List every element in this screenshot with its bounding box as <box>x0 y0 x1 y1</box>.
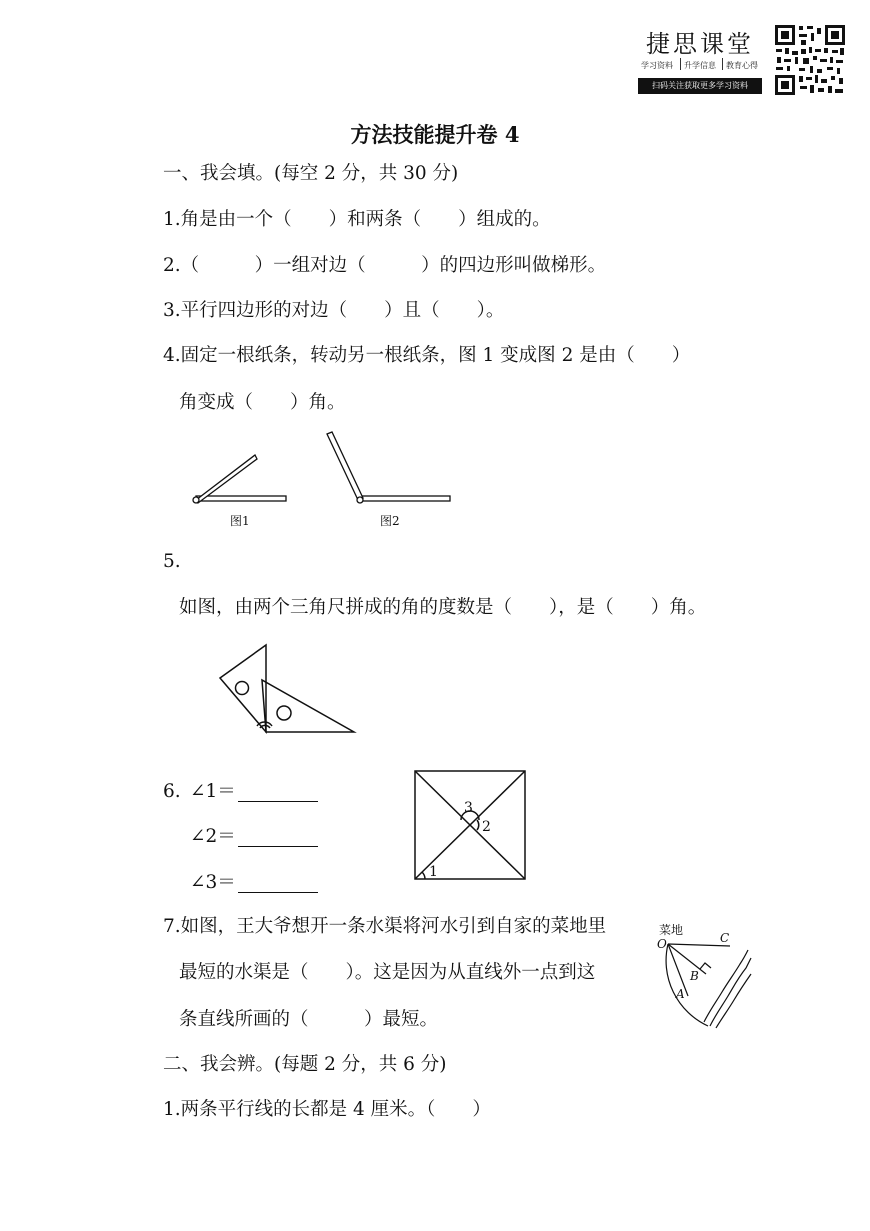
page-title: 方法技能提升卷 4 <box>350 122 520 147</box>
angle-1-label: ∠1＝ <box>190 781 236 802</box>
question-5-text: 如图，由两个三角尺拼成的角的度数是（ ），是（ ）角。 <box>179 597 707 618</box>
section-heading-fill-in: 一、我会填。(每空 2 分，共 30 分) <box>163 163 459 184</box>
point-c-label: C <box>720 931 730 945</box>
vegetable-field-label: 菜地 <box>659 923 684 937</box>
angle-1-blank <box>238 785 318 802</box>
brand-tag-education-tips: 教育心得 <box>726 61 758 70</box>
angle-3-marker: 3 <box>464 800 473 816</box>
question-4-line-1: 4.固定一根纸条，转动另一根纸条，图 1 变成图 2 是由（ ） <box>163 345 691 366</box>
brand-tag-study-materials: 学习资料 <box>641 61 673 70</box>
point-b-label: B <box>690 969 699 983</box>
angle-2-marker: 2 <box>482 819 491 835</box>
question-7-line-1: 7.如图，王大爷想开一条水渠将河水引到自家的菜地里 <box>163 916 607 937</box>
section-2-question-1: 1.两条平行线的长都是 4 厘米。（ ） <box>163 1099 491 1120</box>
angle-3-blank <box>238 876 318 893</box>
angle-3-label: ∠3＝ <box>190 872 236 893</box>
figure-1-acute-angle <box>186 450 294 510</box>
question-7-line-3: 条直线所画的（ ）最短。 <box>179 1009 439 1030</box>
section-heading-judge: 二、我会辨。(每题 2 分，共 6 分) <box>163 1054 447 1075</box>
question-3: 3.平行四边形的对边（ ）且（ ）。 <box>163 300 505 321</box>
question-5-number: 5. <box>163 551 181 572</box>
brand-name: 捷思课堂 <box>646 30 754 58</box>
angle-2-blank <box>238 830 318 847</box>
angle-1-marker: 1 <box>429 864 438 880</box>
question-4-line-2: 角变成（ ）角。 <box>179 392 346 413</box>
question-6-angle-1 <box>190 783 318 802</box>
figure-2-caption: 图2 <box>380 514 400 528</box>
question-6-angle-3 <box>190 874 318 893</box>
angle-2-label: ∠2＝ <box>190 826 236 847</box>
question-1: 1.角是由一个（ ）和两条（ ）组成的。 <box>163 209 551 230</box>
figure-2-obtuse-angle <box>322 428 456 508</box>
question-2: 2.（ ）一组对边（ ）的四边形叫做梯形。 <box>163 255 607 276</box>
question-6-number: 6. <box>163 781 181 802</box>
tag-separator <box>680 58 681 70</box>
tag-separator <box>722 58 723 70</box>
figure-1-caption: 图1 <box>230 514 250 528</box>
canal-river-figure <box>650 918 752 1030</box>
question-7-line-2: 最短的水渠是（ ）。这是因为从直线外一点到这 <box>179 962 596 983</box>
square-diagonals-figure <box>410 766 530 884</box>
question-6-angle-2 <box>190 828 318 847</box>
point-o-label: O <box>657 937 667 951</box>
brand-tag-admission-info: 升学信息 <box>684 61 716 70</box>
brand-banner: 扫码关注获取更多学习资料 <box>638 78 762 94</box>
qr-code-icon <box>774 24 846 96</box>
point-a-label: A <box>676 987 685 1001</box>
triangle-rulers-figure <box>214 640 360 736</box>
